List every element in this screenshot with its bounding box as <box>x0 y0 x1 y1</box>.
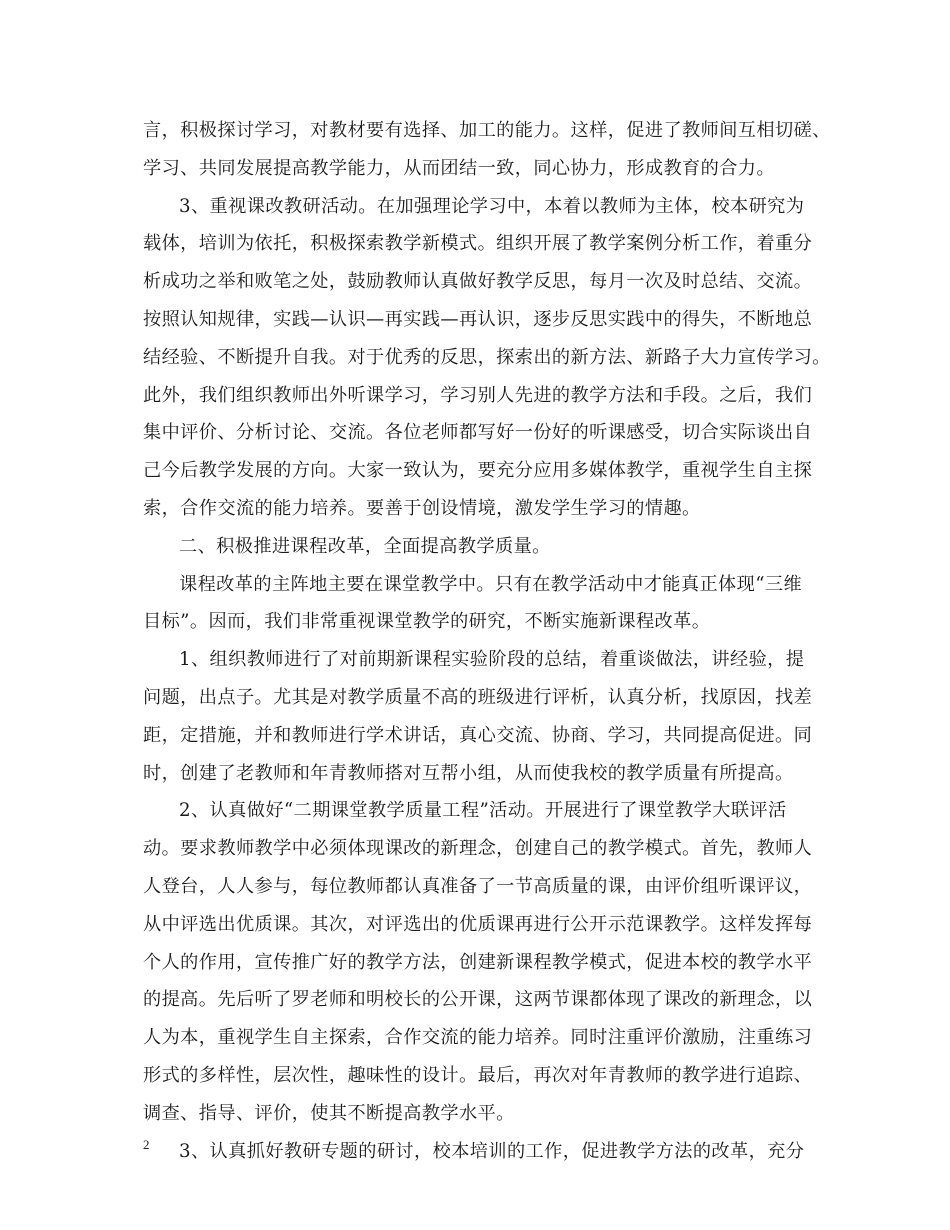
text-line: 集中评价、分析讨论、交流。各位老师都写好一份好的听课感受，切合实际谈出自 <box>143 422 813 444</box>
text-line: 二、积极推进课程改革，全面提高教学质量。 <box>179 535 551 557</box>
text-line: 2、认真做好“二期课堂教学质量工程”活动。开展进行了课堂教学大联评活 <box>179 800 787 822</box>
text-line: 结经验、不断提升自我。对于优秀的反思，探索出的新方法、新路子大力宣传学习。 <box>143 346 831 368</box>
text-line: 索，合作交流的能力培养。要善于创设情境，激发学生学习的情趣。 <box>143 497 701 519</box>
text-line: 学习、共同发展提高教学能力，从而团结一致，同心协力，形成教育的合力。 <box>143 157 775 179</box>
text-line: 调查、指导、评价，使其不断提高教学水平。 <box>143 1102 515 1124</box>
page-number: 2 <box>143 1137 150 1152</box>
text-line: 析成功之举和败笔之处，鼓励教师认真做好教学反思，每月一次及时总结、交流。 <box>143 271 813 293</box>
text-line: 3、认真抓好教研专题的研讨，校本培训的工作，促进教学方法的改革，充分 <box>179 1140 805 1162</box>
text-line: 人为本，重视学生自主探索，合作交流的能力培养。同时注重评价激励，注重练习 <box>143 1027 813 1049</box>
text-line: 动。要求教师教学中必须体现课改的新理念，创建自己的教学模式。首先，教师人 <box>143 838 813 860</box>
text-line: 问题，出点子。尤其是对教学质量不高的班级进行评析，认真分析，找原因，找差 <box>143 686 813 708</box>
text-line: 形式的多样性，层次性，趣味性的设计。最后，再次对年青教师的教学进行追踪、 <box>143 1064 813 1086</box>
text-line: 己今后教学发展的方向。大家一致认为，要充分应用多媒体教学，重视学生自主探 <box>143 460 813 482</box>
text-line: 目标”。因而，我们非常重视课堂教学的研究，不断实施新课程改革。 <box>143 611 711 633</box>
text-line: 人登台，人人参与，每位教师都认真准备了一节高质量的课，由评价组听课评议， <box>143 875 813 897</box>
text-line: 3、重视课改教研活动。在加强理论学习中，本着以教师为主体，校本研究为 <box>179 195 805 217</box>
text-line: 按照认知规律，实践—认识—再实践—再认识，逐步反思实践中的得失，不断地总 <box>143 308 813 330</box>
text-line: 课程改革的主阵地主要在课堂教学中。只有在教学活动中才能真正体现“三维 <box>179 573 803 595</box>
text-line: 的提高。先后听了罗老师和明校长的公开课，这两节课都体现了课改的新理念，以 <box>143 989 813 1011</box>
document-body <box>143 112 831 1170</box>
text-line: 时，创建了老教师和年青教师搭对互帮小组，从而使我校的教学质量有所提高。 <box>143 762 794 784</box>
text-line: 言，积极探讨学习，对教材要有选择、加工的能力。这样，促进了教师间互相切磋、 <box>143 120 831 141</box>
text-line: 载体，培训为依托，积极探索教学新模式。组织开展了教学案例分析工作，着重分 <box>143 233 813 255</box>
text-line: 从中评选出优质课。其次，对评选出的优质课再进行公开示范课教学。这样发挥每 <box>143 913 813 935</box>
text-line: 1、组织教师进行了对前期新课程实验阶段的总结，着重谈做法，讲经验，提 <box>179 649 805 671</box>
text-line: 个人的作用，宣传推广好的教学方法，创建新课程教学模式，促进本校的教学水平 <box>143 951 813 973</box>
text-line: 距，定措施，并和教师进行学术讲话，真心交流、协商、学习，共同提高促进。同 <box>143 724 813 746</box>
text-line: 此外，我们组织教师出外听课学习，学习别人先进的教学方法和手段。之后，我们 <box>143 384 813 406</box>
